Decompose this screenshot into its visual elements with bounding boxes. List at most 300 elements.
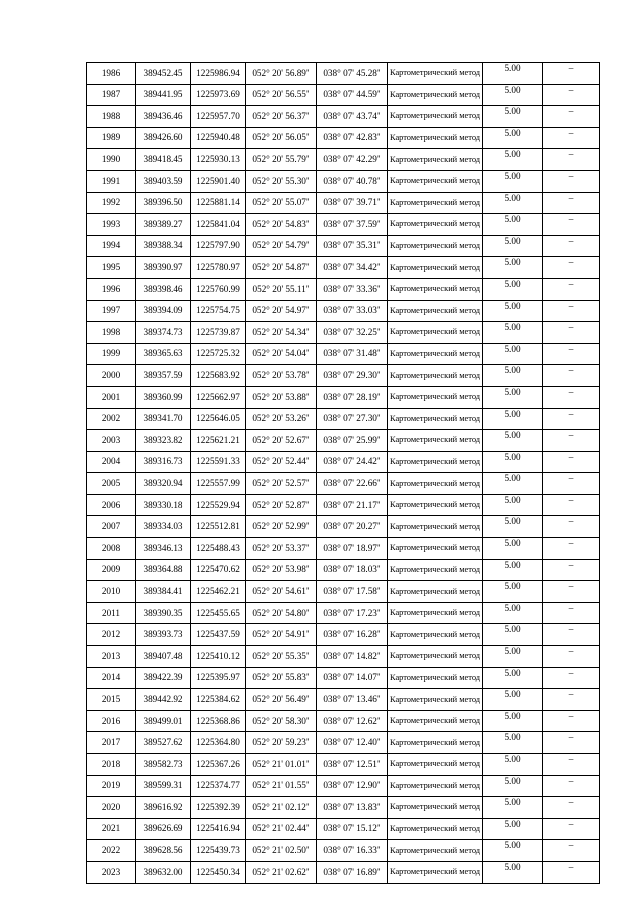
y-coordinate-cell: 1225410.12 [191,646,246,668]
point-number-cell: 1986 [87,63,136,85]
table-row [87,127,600,149]
x-coordinate-cell: 389626.69 [136,818,191,840]
latitude-cell: 052° 20' 54.80" [246,602,317,624]
accuracy-cell: 5.00 [483,365,543,387]
method-cell: Картометрический метод [388,667,483,689]
latitude-cell: 052° 21' 02.44" [246,818,317,840]
longitude-cell: 038° 07' 33.03" [317,300,388,322]
note-cell: – [543,343,600,365]
accuracy-cell: 5.00 [483,386,543,408]
x-coordinate-cell: 389388.34 [136,235,191,257]
table-row [87,861,600,883]
table-row [87,494,600,516]
point-number-cell: 2003 [87,430,136,452]
longitude-cell: 038° 07' 17.23" [317,602,388,624]
latitude-cell: 052° 20' 56.55" [246,84,317,106]
table-row [87,667,600,689]
longitude-cell: 038° 07' 14.82" [317,646,388,668]
x-coordinate-cell: 389407.48 [136,646,191,668]
accuracy-cell: 5.00 [483,300,543,322]
method-cell: Картометрический метод [388,430,483,452]
longitude-cell: 038° 07' 45.28" [317,63,388,85]
longitude-cell: 038° 07' 12.62" [317,710,388,732]
point-number-cell: 1987 [87,84,136,106]
method-cell: Картометрический метод [388,581,483,603]
table-row [87,732,600,754]
point-number-cell: 2022 [87,840,136,862]
accuracy-cell: 5.00 [483,494,543,516]
longitude-cell: 038° 07' 16.89" [317,861,388,883]
y-coordinate-cell: 1225881.14 [191,192,246,214]
note-cell: – [543,559,600,581]
method-cell: Картометрический метод [388,689,483,711]
table-row [87,559,600,581]
method-cell: Картометрический метод [388,775,483,797]
longitude-cell: 038° 07' 43.74" [317,106,388,128]
note-cell: – [543,797,600,819]
x-coordinate-cell: 389616.92 [136,797,191,819]
y-coordinate-cell: 1225739.87 [191,322,246,344]
accuracy-cell: 5.00 [483,473,543,495]
method-cell: Картометрический метод [388,278,483,300]
latitude-cell: 052° 21' 02.12" [246,797,317,819]
method-cell: Картометрический метод [388,559,483,581]
point-number-cell: 1989 [87,127,136,149]
longitude-cell: 038° 07' 16.28" [317,624,388,646]
longitude-cell: 038° 07' 17.58" [317,581,388,603]
accuracy-cell: 5.00 [483,235,543,257]
latitude-cell: 052° 20' 54.87" [246,257,317,279]
table-row [87,516,600,538]
y-coordinate-cell: 1225754.75 [191,300,246,322]
longitude-cell: 038° 07' 12.51" [317,754,388,776]
note-cell: – [543,451,600,473]
method-cell: Картометрический метод [388,106,483,128]
accuracy-cell: 5.00 [483,63,543,85]
latitude-cell: 052° 20' 56.37" [246,106,317,128]
y-coordinate-cell: 1225437.59 [191,624,246,646]
method-cell: Картометрический метод [388,451,483,473]
latitude-cell: 052° 20' 59.23" [246,732,317,754]
point-number-cell: 2016 [87,710,136,732]
latitude-cell: 052° 20' 52.87" [246,494,317,516]
note-cell: – [543,170,600,192]
note-cell: – [543,192,600,214]
longitude-cell: 038° 07' 34.42" [317,257,388,279]
point-number-cell: 2014 [87,667,136,689]
table-row [87,300,600,322]
x-coordinate-cell: 389418.45 [136,149,191,171]
method-cell: Картометрический метод [388,754,483,776]
accuracy-cell: 5.00 [483,775,543,797]
table-row [87,646,600,668]
method-cell: Картометрический метод [388,818,483,840]
method-cell: Картометрический метод [388,386,483,408]
y-coordinate-cell: 1225591.33 [191,451,246,473]
x-coordinate-cell: 389527.62 [136,732,191,754]
x-coordinate-cell: 389422.39 [136,667,191,689]
y-coordinate-cell: 1225450.34 [191,861,246,883]
method-cell: Картометрический метод [388,602,483,624]
x-coordinate-cell: 389426.60 [136,127,191,149]
method-cell: Картометрический метод [388,192,483,214]
method-cell: Картометрический метод [388,127,483,149]
latitude-cell: 052° 20' 55.30" [246,170,317,192]
y-coordinate-cell: 1225662.97 [191,386,246,408]
point-number-cell: 2004 [87,451,136,473]
note-cell: – [543,235,600,257]
y-coordinate-cell: 1225367.26 [191,754,246,776]
x-coordinate-cell: 389628.56 [136,840,191,862]
table-row [87,84,600,106]
y-coordinate-cell: 1225455.65 [191,602,246,624]
latitude-cell: 052° 20' 55.07" [246,192,317,214]
note-cell: – [543,754,600,776]
table-row [87,602,600,624]
point-number-cell: 1988 [87,106,136,128]
point-number-cell: 1994 [87,235,136,257]
x-coordinate-cell: 389441.95 [136,84,191,106]
note-cell: – [543,106,600,128]
y-coordinate-cell: 1225986.94 [191,63,246,85]
table-row [87,473,600,495]
y-coordinate-cell: 1225973.69 [191,84,246,106]
latitude-cell: 052° 20' 52.67" [246,430,317,452]
method-cell: Картометрический метод [388,710,483,732]
x-coordinate-cell: 389390.35 [136,602,191,624]
latitude-cell: 052° 21' 01.01" [246,754,317,776]
longitude-cell: 038° 07' 21.17" [317,494,388,516]
method-cell: Картометрический метод [388,300,483,322]
accuracy-cell: 5.00 [483,538,543,560]
accuracy-cell: 5.00 [483,861,543,883]
note-cell: – [543,84,600,106]
accuracy-cell: 5.00 [483,602,543,624]
latitude-cell: 052° 20' 52.57" [246,473,317,495]
point-number-cell: 2023 [87,861,136,883]
coordinates-table [86,62,600,884]
table-row [87,754,600,776]
y-coordinate-cell: 1225557.99 [191,473,246,495]
point-number-cell: 2020 [87,797,136,819]
table-row [87,451,600,473]
point-number-cell: 2009 [87,559,136,581]
latitude-cell: 052° 20' 53.37" [246,538,317,560]
latitude-cell: 052° 20' 53.26" [246,408,317,430]
method-cell: Картометрический метод [388,538,483,560]
note-cell: – [543,624,600,646]
x-coordinate-cell: 389346.13 [136,538,191,560]
accuracy-cell: 5.00 [483,192,543,214]
latitude-cell: 052° 20' 54.61" [246,581,317,603]
x-coordinate-cell: 389334.03 [136,516,191,538]
y-coordinate-cell: 1225462.21 [191,581,246,603]
method-cell: Картометрический метод [388,408,483,430]
point-number-cell: 2017 [87,732,136,754]
x-coordinate-cell: 389396.50 [136,192,191,214]
y-coordinate-cell: 1225940.48 [191,127,246,149]
table-row [87,775,600,797]
x-coordinate-cell: 389403.59 [136,170,191,192]
accuracy-cell: 5.00 [483,84,543,106]
x-coordinate-cell: 389384.41 [136,581,191,603]
note-cell: – [543,861,600,883]
x-coordinate-cell: 389357.59 [136,365,191,387]
longitude-cell: 038° 07' 24.42" [317,451,388,473]
x-coordinate-cell: 389390.97 [136,257,191,279]
y-coordinate-cell: 1225683.92 [191,365,246,387]
point-number-cell: 1993 [87,214,136,236]
table-row [87,235,600,257]
accuracy-cell: 5.00 [483,343,543,365]
latitude-cell: 052° 20' 54.91" [246,624,317,646]
accuracy-cell: 5.00 [483,106,543,128]
method-cell: Картометрический метод [388,732,483,754]
point-number-cell: 2018 [87,754,136,776]
y-coordinate-cell: 1225364.80 [191,732,246,754]
x-coordinate-cell: 389365.63 [136,343,191,365]
note-cell: – [543,386,600,408]
latitude-cell: 052° 20' 55.83" [246,667,317,689]
longitude-cell: 038° 07' 25.99" [317,430,388,452]
longitude-cell: 038° 07' 18.03" [317,559,388,581]
point-number-cell: 2021 [87,818,136,840]
method-cell: Картометрический метод [388,365,483,387]
method-cell: Картометрический метод [388,235,483,257]
accuracy-cell: 5.00 [483,451,543,473]
latitude-cell: 052° 20' 52.44" [246,451,317,473]
note-cell: – [543,365,600,387]
method-cell: Картометрический метод [388,214,483,236]
latitude-cell: 052° 20' 54.97" [246,300,317,322]
y-coordinate-cell: 1225780.97 [191,257,246,279]
y-coordinate-cell: 1225512.81 [191,516,246,538]
table-row [87,840,600,862]
accuracy-cell: 5.00 [483,732,543,754]
longitude-cell: 038° 07' 33.36" [317,278,388,300]
latitude-cell: 052° 20' 54.83" [246,214,317,236]
method-cell: Картометрический метод [388,624,483,646]
y-coordinate-cell: 1225392.39 [191,797,246,819]
note-cell: – [543,646,600,668]
note-cell: – [543,149,600,171]
y-coordinate-cell: 1225488.43 [191,538,246,560]
point-number-cell: 2015 [87,689,136,711]
method-cell: Картометрический метод [388,646,483,668]
x-coordinate-cell: 389360.99 [136,386,191,408]
table-row [87,538,600,560]
accuracy-cell: 5.00 [483,689,543,711]
method-cell: Картометрический метод [388,63,483,85]
longitude-cell: 038° 07' 37.59" [317,214,388,236]
x-coordinate-cell: 389452.45 [136,63,191,85]
table-row [87,278,600,300]
point-number-cell: 2006 [87,494,136,516]
y-coordinate-cell: 1225368.86 [191,710,246,732]
note-cell: – [543,775,600,797]
y-coordinate-cell: 1225901.40 [191,170,246,192]
y-coordinate-cell: 1225529.94 [191,494,246,516]
latitude-cell: 052° 21' 02.50" [246,840,317,862]
note-cell: – [543,840,600,862]
point-number-cell: 1996 [87,278,136,300]
x-coordinate-cell: 389374.73 [136,322,191,344]
longitude-cell: 038° 07' 16.33" [317,840,388,862]
method-cell: Картометрический метод [388,170,483,192]
accuracy-cell: 5.00 [483,559,543,581]
point-number-cell: 1991 [87,170,136,192]
y-coordinate-cell: 1225841.04 [191,214,246,236]
accuracy-cell: 5.00 [483,408,543,430]
x-coordinate-cell: 389320.94 [136,473,191,495]
accuracy-cell: 5.00 [483,430,543,452]
longitude-cell: 038° 07' 20.27" [317,516,388,538]
point-number-cell: 2013 [87,646,136,668]
note-cell: – [543,667,600,689]
point-number-cell: 2005 [87,473,136,495]
method-cell: Картометрический метод [388,257,483,279]
note-cell: – [543,408,600,430]
table-row [87,322,600,344]
y-coordinate-cell: 1225416.94 [191,818,246,840]
longitude-cell: 038° 07' 13.46" [317,689,388,711]
longitude-cell: 038° 07' 31.48" [317,343,388,365]
point-number-cell: 1995 [87,257,136,279]
latitude-cell: 052° 20' 53.98" [246,559,317,581]
x-coordinate-cell: 389394.09 [136,300,191,322]
note-cell: – [543,494,600,516]
method-cell: Картометрический метод [388,516,483,538]
note-cell: – [543,710,600,732]
note-cell: – [543,63,600,85]
point-number-cell: 2000 [87,365,136,387]
table-row [87,710,600,732]
note-cell: – [543,257,600,279]
latitude-cell: 052° 21' 01.55" [246,775,317,797]
table-row [87,192,600,214]
table-row [87,430,600,452]
longitude-cell: 038° 07' 35.31" [317,235,388,257]
table-row [87,214,600,236]
longitude-cell: 038° 07' 39.71" [317,192,388,214]
longitude-cell: 038° 07' 13.83" [317,797,388,819]
latitude-cell: 052° 20' 56.89" [246,63,317,85]
table-row [87,408,600,430]
latitude-cell: 052° 20' 55.79" [246,149,317,171]
note-cell: – [543,473,600,495]
latitude-cell: 052° 20' 54.79" [246,235,317,257]
point-number-cell: 1997 [87,300,136,322]
note-cell: – [543,732,600,754]
accuracy-cell: 5.00 [483,214,543,236]
accuracy-cell: 5.00 [483,149,543,171]
method-cell: Картометрический метод [388,840,483,862]
latitude-cell: 052° 20' 54.04" [246,343,317,365]
note-cell: – [543,214,600,236]
x-coordinate-cell: 389316.73 [136,451,191,473]
y-coordinate-cell: 1225760.99 [191,278,246,300]
y-coordinate-cell: 1225395.97 [191,667,246,689]
point-number-cell: 1992 [87,192,136,214]
x-coordinate-cell: 389599.31 [136,775,191,797]
point-number-cell: 2002 [87,408,136,430]
longitude-cell: 038° 07' 44.59" [317,84,388,106]
latitude-cell: 052° 20' 54.34" [246,322,317,344]
note-cell: – [543,818,600,840]
accuracy-cell: 5.00 [483,646,543,668]
accuracy-cell: 5.00 [483,667,543,689]
x-coordinate-cell: 389341.70 [136,408,191,430]
accuracy-cell: 5.00 [483,322,543,344]
longitude-cell: 038° 07' 40.78" [317,170,388,192]
longitude-cell: 038° 07' 28.19" [317,386,388,408]
longitude-cell: 038° 07' 12.90" [317,775,388,797]
accuracy-cell: 5.00 [483,170,543,192]
accuracy-cell: 5.00 [483,581,543,603]
method-cell: Картометрический метод [388,494,483,516]
x-coordinate-cell: 389393.73 [136,624,191,646]
x-coordinate-cell: 389582.73 [136,754,191,776]
point-number-cell: 2011 [87,602,136,624]
y-coordinate-cell: 1225725.32 [191,343,246,365]
latitude-cell: 052° 21' 02.62" [246,861,317,883]
table-row [87,365,600,387]
y-coordinate-cell: 1225621.21 [191,430,246,452]
longitude-cell: 038° 07' 12.40" [317,732,388,754]
accuracy-cell: 5.00 [483,127,543,149]
method-cell: Картометрический метод [388,322,483,344]
longitude-cell: 038° 07' 14.07" [317,667,388,689]
coordinates-table-body [87,63,600,884]
table-row [87,581,600,603]
y-coordinate-cell: 1225384.62 [191,689,246,711]
point-number-cell: 1990 [87,149,136,171]
point-number-cell: 2001 [87,386,136,408]
point-number-cell: 2019 [87,775,136,797]
latitude-cell: 052° 20' 53.88" [246,386,317,408]
y-coordinate-cell: 1225797.90 [191,235,246,257]
point-number-cell: 2007 [87,516,136,538]
longitude-cell: 038° 07' 27.30" [317,408,388,430]
point-number-cell: 2012 [87,624,136,646]
longitude-cell: 038° 07' 29.30" [317,365,388,387]
longitude-cell: 038° 07' 22.66" [317,473,388,495]
note-cell: – [543,689,600,711]
longitude-cell: 038° 07' 15.12" [317,818,388,840]
latitude-cell: 052° 20' 53.78" [246,365,317,387]
table-row [87,624,600,646]
table-row [87,149,600,171]
accuracy-cell: 5.00 [483,818,543,840]
y-coordinate-cell: 1225930.13 [191,149,246,171]
note-cell: – [543,602,600,624]
x-coordinate-cell: 389398.46 [136,278,191,300]
point-number-cell: 1998 [87,322,136,344]
x-coordinate-cell: 389442.92 [136,689,191,711]
method-cell: Картометрический метод [388,343,483,365]
accuracy-cell: 5.00 [483,624,543,646]
longitude-cell: 038° 07' 18.97" [317,538,388,560]
longitude-cell: 038° 07' 42.83" [317,127,388,149]
table-row [87,170,600,192]
method-cell: Картометрический метод [388,861,483,883]
table-row [87,106,600,128]
table-row [87,257,600,279]
x-coordinate-cell: 389323.82 [136,430,191,452]
y-coordinate-cell: 1225957.70 [191,106,246,128]
table-row [87,818,600,840]
longitude-cell: 038° 07' 32.25" [317,322,388,344]
